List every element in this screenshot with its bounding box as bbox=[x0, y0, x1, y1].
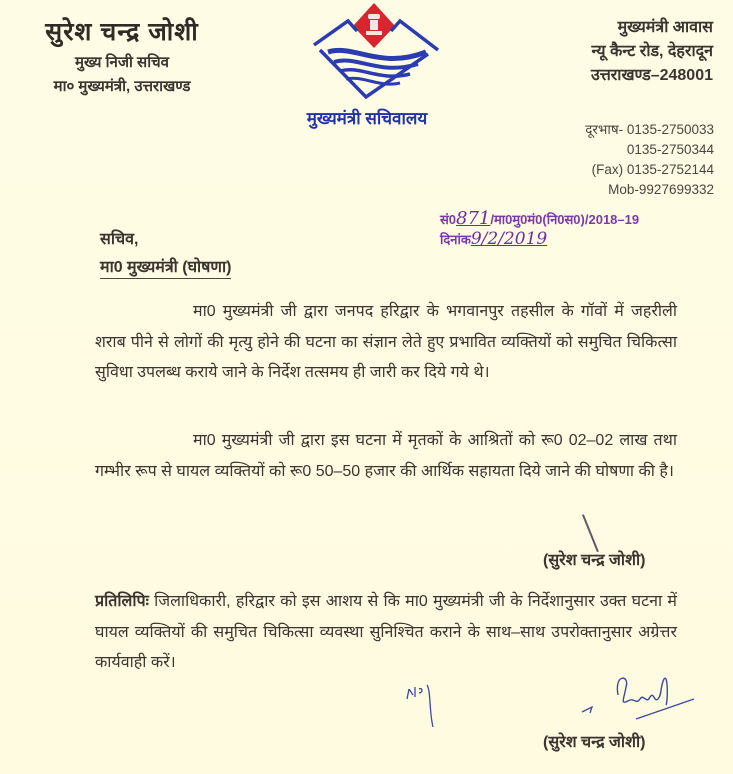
address-line-1: मुख्यमंत्री आवास bbox=[617, 19, 713, 36]
signatory-name-2: (सुरेश चन्द्र जोशी) bbox=[543, 734, 646, 751]
dispatch-number: 871 bbox=[456, 208, 491, 229]
signatory-name-1: (सुरेश चन्द्र जोशी) bbox=[543, 552, 646, 569]
phone-2: 0135-2750344 bbox=[626, 142, 714, 157]
fax-number: (Fax) 0135-2752144 bbox=[591, 162, 714, 177]
phone-1: दूरभाष- 0135-2750033 bbox=[585, 122, 714, 137]
body-paragraph-1: मा0 मुख्यमंत्री जी द्वारा जनपद हरिद्वार के भगवानपुर तहसील के गॉवों में जहरीली शराब पीने से लोगों की मृत्यु होने की घटना का संज्ञान लेते हुए प्रभावित व्यक्तियों को समुचित चिकित्सा सुविधा उपलब्ध कराये जाने के निर्देश तत्समय ही जारी कर दिये गये थे। bbox=[95, 303, 677, 381]
handwritten-signature bbox=[570, 665, 700, 730]
date-label: दिनांक bbox=[440, 232, 471, 247]
address-line-3: उत्तराखण्ड–248001 bbox=[590, 67, 713, 84]
copy-to-label: प्रतिलिपिः bbox=[95, 593, 149, 610]
address-header bbox=[591, 16, 713, 88]
sender-office: मा० मुख्यमंत्री, उत्तराखण्ड bbox=[53, 78, 191, 95]
sender-designation: मुख्य निजी सचिव bbox=[75, 54, 169, 71]
initial-stroke bbox=[582, 514, 599, 552]
copy-to-text: जिलाधिकारी, हरिद्वार को इस आशय से कि मा0 मुख्यमंत्री जी के निर्देशानुसार उक्त घटना में घायल व्यक्तियों की समुचित चिकित्सा व्यवस्था सुनिश्चित कराने के साथ–साथ उपरोक्तानुसार अग्रेत्तर कार्यवाही करें। bbox=[95, 593, 677, 671]
handwritten-note bbox=[403, 681, 453, 736]
mobile-number: Mob-9927699332 bbox=[608, 182, 714, 197]
signature-icon bbox=[570, 665, 700, 725]
sender-name: सुरेश चन्द्र जोशी bbox=[45, 18, 199, 46]
addressee bbox=[100, 227, 231, 279]
body-paragraph-2: मा0 मुख्यमंत्री जी द्वारा इस घटना में मृतकों के आश्रितों को रू0 02–02 लाख तथा गम्भीर रूप से घायल व्यक्तियों को रू0 50–50 हजार की आर्थिक सहायता दिये जाने की घोषणा की है। bbox=[95, 432, 677, 480]
dispatch-date: 9/2/2019 bbox=[470, 229, 548, 249]
logo-caption: मुख्यमंत्री सचिवालय bbox=[306, 109, 428, 128]
contact-block bbox=[585, 120, 714, 200]
handwriting-icon bbox=[403, 681, 453, 731]
stamp-prefix: सं0 bbox=[440, 212, 457, 227]
sender-header bbox=[22, 14, 222, 96]
dispatch-stamp bbox=[440, 208, 639, 249]
address-line-2: न्यू कैन्ट रोड, देहरादून bbox=[591, 43, 713, 60]
mountain-river-emblem-icon bbox=[300, 0, 460, 110]
stamp-reference: /मा0मु0मं0(नि0स0)/2018–19 bbox=[490, 212, 640, 227]
addressee-line-2: मा0 मुख्यमंत्री (घोषणा) bbox=[100, 255, 231, 279]
addressee-line-1: सचिव, bbox=[100, 231, 139, 248]
